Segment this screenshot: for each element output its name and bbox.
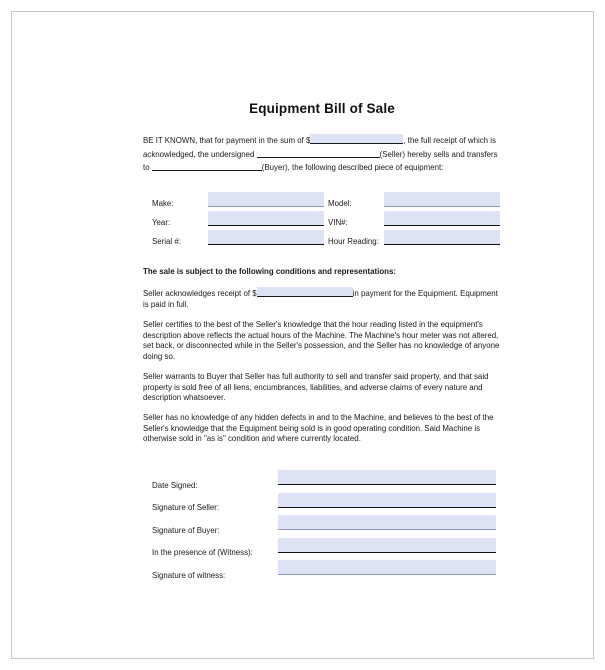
model-label: Model:: [328, 198, 352, 208]
receipt-amount-blank[interactable]: [257, 287, 353, 297]
date-signed-input[interactable]: [278, 470, 496, 485]
intro-paragraph: [143, 133, 501, 174]
signature-of-witness-label: Signature of witness:: [152, 570, 226, 580]
witness-presence-label: In the presence of (Witness):: [152, 548, 253, 557]
signature-of-buyer-label: Signature of Buyer:: [152, 525, 220, 535]
vin-input[interactable]: [384, 211, 500, 226]
signature-row-date-signed: [143, 469, 501, 492]
hour-reading-input[interactable]: [384, 230, 500, 245]
model-input[interactable]: [384, 192, 500, 207]
vin-label: VIN#:: [328, 217, 348, 227]
year-input[interactable]: [208, 211, 324, 226]
field-row-hour-reading: [328, 228, 500, 247]
year-label: Year:: [152, 217, 171, 227]
page-title: Equipment Bill of Sale: [249, 101, 395, 116]
intro-text-4: (Buyer), the following described piece of equipment:: [261, 163, 444, 173]
signature-block: [143, 469, 501, 582]
field-row-make: [152, 190, 324, 209]
equipment-fields-grid: [143, 190, 501, 247]
buyer-name-blank[interactable]: [152, 161, 262, 171]
serial-number-input[interactable]: [208, 230, 324, 245]
signature-row-witness-presence: [143, 537, 501, 560]
conditions-heading: The sale is subject to the following conditions and representations:: [143, 266, 396, 276]
signature-row-seller: [143, 492, 501, 515]
signature-of-seller-input[interactable]: [278, 493, 496, 508]
intro-text-3: (Seller) hereby sells and transfers to: [143, 149, 498, 173]
make-label: Make:: [152, 198, 174, 208]
field-row-serial: [152, 228, 324, 247]
signature-of-buyer-input[interactable]: [278, 515, 496, 530]
purchase-sum-blank[interactable]: [310, 134, 403, 144]
receipt-text-suffix: in payment for the Equipment. Equipment is paid in full.: [143, 289, 498, 309]
signature-of-witness-input[interactable]: [278, 560, 496, 575]
warranty-of-title-paragraph: Seller warrants to Buyer that Seller has full authority to sell and transfer said property, and that said property is sold free of all liens, encumbrances, liabilities, and adverse claims of every nature and description whatsoever.: [143, 371, 489, 403]
signature-row-buyer: [143, 514, 501, 537]
equipment-fields-left-column: [152, 190, 324, 247]
document-content: [143, 101, 501, 582]
date-signed-label: Date Signed:: [152, 480, 198, 490]
signature-of-seller-label: Signature of Seller:: [152, 503, 220, 512]
hour-reading-label: Hour Reading:: [328, 237, 379, 247]
field-row-vin: [328, 209, 500, 228]
as-is-condition-paragraph: Seller has no knowledge of any hidden defects in and to the Machine, and believes to the best of the Seller's knowledge that the Equipment being sold is in good operating condition. Said Machine is otherwise sold in "as is" condition and where currently located.: [143, 413, 494, 444]
field-row-year: [152, 209, 324, 228]
signature-row-witness: [143, 559, 501, 582]
document-page: [11, 11, 594, 659]
hour-reading-certification-paragraph: Seller certifies to the best of the Seller's knowledge that the hour reading listed in the equipment's description above reflects the actual hours of the Machine. The Machine's hour meter was not altered, set back, or disconnected while in the Seller's possession, and the Seller has no knowledge of anyone doing so.: [143, 320, 500, 361]
field-row-model: [328, 190, 500, 209]
witness-presence-input[interactable]: [278, 538, 496, 553]
intro-text-1: BE IT KNOWN, that for payment in the sum of $: [143, 136, 311, 145]
seller-name-blank[interactable]: [257, 148, 380, 158]
receipt-acknowledgement-paragraph: [143, 286, 501, 310]
receipt-text-prefix: Seller acknowledges receipt of $: [143, 289, 257, 299]
intro-text-2: , the full receipt of which is acknowledged, the undersigned: [143, 136, 496, 159]
equipment-fields-right-column: [328, 190, 500, 247]
make-input[interactable]: [208, 192, 324, 207]
serial-number-label: Serial #:: [152, 236, 181, 246]
